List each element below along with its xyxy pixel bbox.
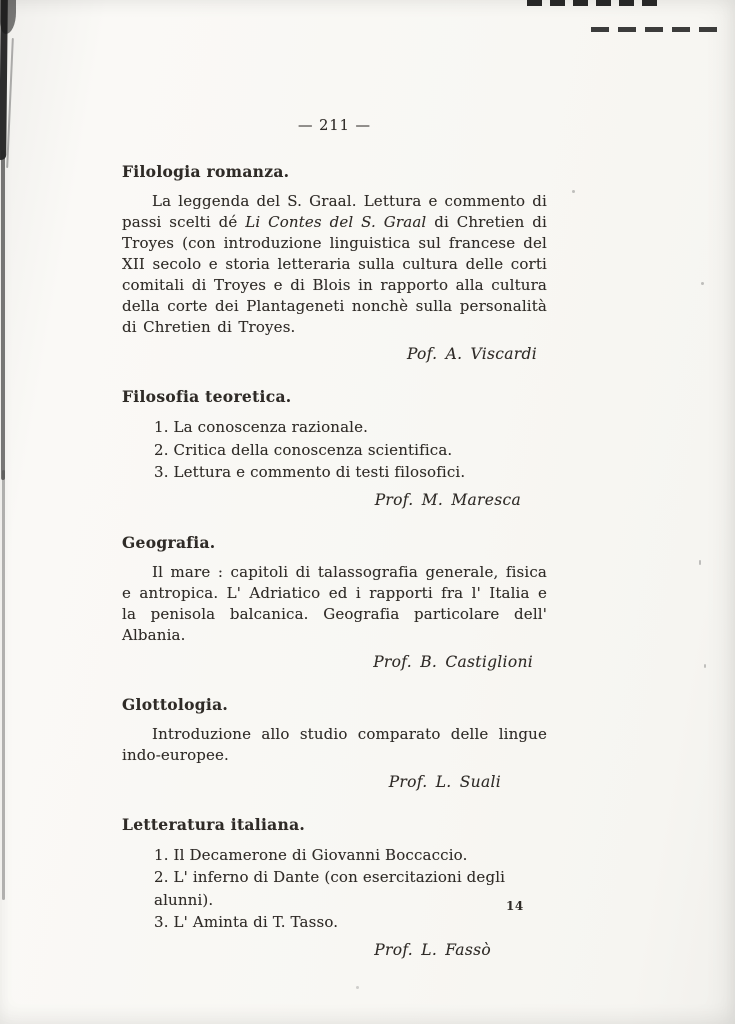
course-topic-list [122,844,547,934]
description-text-italic-title: Li Contes del S. Graal [245,213,427,231]
description-text: di Chretien di Troyes (con introduzione linguistica sul francese del XII secolo e storia letteraria sulla cultura delle corti comitali di Troyes e di Blois in rapporto alla cultura della corte dei Plantageneti nonchè sulla personalità di Chretien di Troyes. [122,213,547,336]
professor-signature: Prof. L. Suali [388,772,501,791]
section-glottologia [122,695,547,793]
page-content [122,116,547,961]
scan-artifact-binding-edge-thin [2,470,5,900]
scan-speck [356,986,359,989]
professor-signature: Prof. M. Maresca [374,490,521,509]
professor-signature: Pof. A. Viscardi [406,345,537,363]
description-text: La leggenda del S. Graal. Lettura e commento di passi scelti dé [122,192,547,231]
course-topic: 3. L' Aminta di T. Tasso. [154,913,339,931]
section-geografia [122,533,547,673]
course-description: Il mare : capitoli di talassografia generale, fisica e antropica. L' Adriatico ed i rapporti fra l' Italia e la penisola balcanica. Geografia particolare dell' Albania. [122,562,547,644]
course-heading: Geografia. [122,532,216,552]
page-number-header: — 211 — [298,118,371,134]
scan-artifact-second-dashed-mark [591,27,720,32]
course-topic: 2. L' inferno di Dante (con esercitazioni degli alunni). [154,868,506,909]
scan-artifact-binding-edge-mid [1,150,5,480]
course-topic-list [122,416,547,484]
course-heading: Letteratura italiana. [122,814,306,834]
page-number-footer: 14 [506,899,524,913]
section-filologia-romanza [122,162,547,365]
course-topic: 1. Il Decamerone di Giovanni Boccaccio. [154,845,468,864]
scan-speck [704,664,706,668]
course-heading: Filosofia teoretica. [122,387,292,406]
scan-speck [701,282,704,285]
scan-artifact-binding-edge-heavy [0,0,8,160]
section-letteratura-italiana [122,815,547,961]
course-topic: 1. La conoscenza razionale. [154,418,369,436]
course-heading: Glottologia. [122,694,229,714]
scan-speck [699,560,701,565]
course-description [122,191,547,338]
professor-signature: Prof. B. Castiglioni [373,652,533,671]
scan-artifact-hairline [6,38,14,168]
scan-speck [572,190,575,193]
professor-signature: Prof. L. Fassò [374,940,491,959]
scan-artifact-corner-blot [0,0,16,34]
course-description: Introduzione allo studio comparato delle lingue indo-europee. [122,724,547,764]
course-topic: 2. Critica della conoscenza scientifica. [154,440,453,459]
scan-artifact-top-dashed-mark [527,0,660,6]
course-heading: Filologia romanza. [122,162,290,181]
section-filosofia-teoretica [122,387,547,511]
course-topic: 3. Lettura e commento di testi filosofici. [154,463,466,481]
